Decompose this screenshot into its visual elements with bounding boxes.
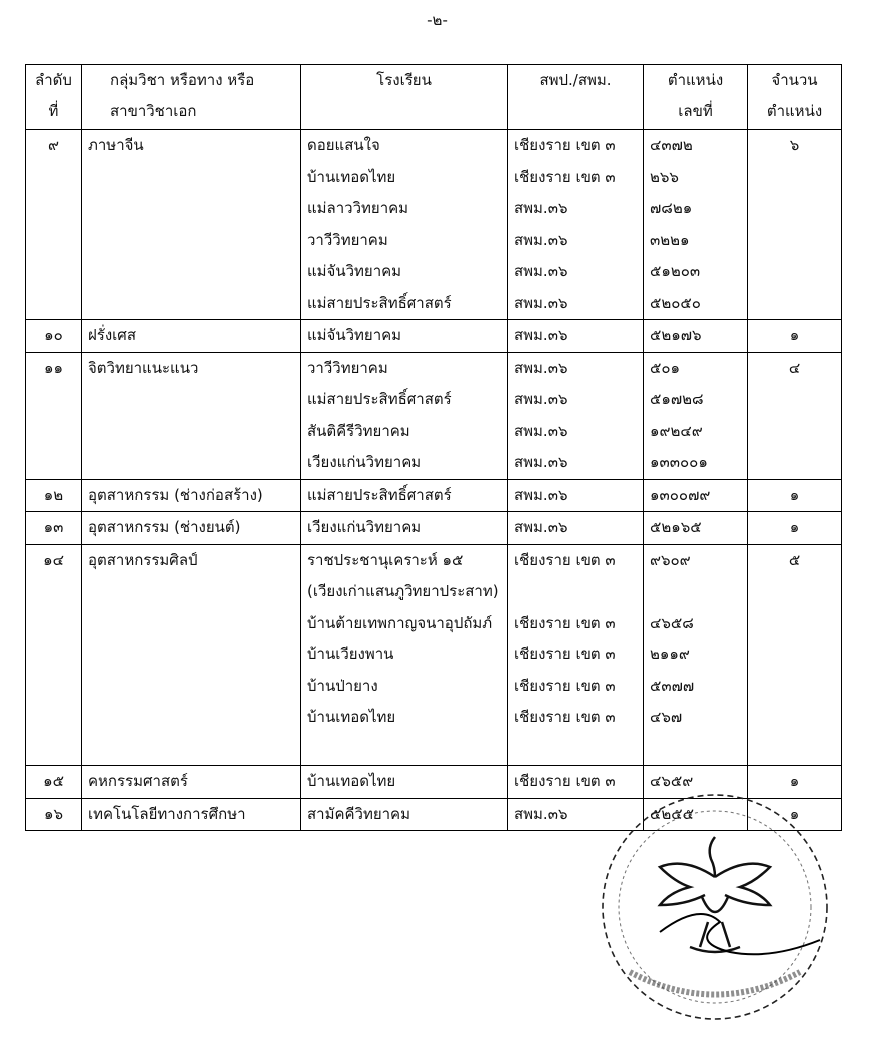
- position-cell: [644, 544, 748, 766]
- office-name: สพม.๓๖: [514, 199, 568, 217]
- position-number: [650, 734, 741, 766]
- office-name: เชียงราย เขต ๓: [514, 613, 616, 632]
- position-number: ๕๒๕๕: [650, 804, 694, 823]
- school-cell: [301, 798, 508, 831]
- table-row: [26, 479, 842, 512]
- office-name: [514, 576, 637, 608]
- office-cell: [508, 130, 644, 320]
- position-number: ๕๒๐๕๐: [650, 293, 701, 312]
- row-number: ๑๐: [26, 320, 82, 353]
- official-seal-stamp: [590, 782, 840, 1032]
- office-name: เชียงราย เขต ๓: [514, 676, 616, 695]
- count-cell: ๑: [748, 320, 842, 353]
- school-cell: [301, 352, 508, 479]
- header-subject: กลุ่มวิชา หรือทาง หรือ สาขาวิชาเอก: [82, 65, 301, 130]
- office-name: สพม.๓๖: [514, 804, 568, 823]
- office-name: สพม.๓๖: [514, 230, 568, 249]
- office-name: สพม.๓๖: [514, 453, 568, 471]
- garuda-emblem-icon: [660, 837, 770, 952]
- office-name: สพม.๓๖: [514, 293, 568, 312]
- positions-table: [25, 64, 842, 831]
- row-number: ๑๒: [26, 479, 82, 512]
- count-cell: ๕: [748, 544, 842, 766]
- position-number: ๔๖๗: [650, 708, 683, 726]
- school-name: แม่ลาววิทยาคม: [307, 199, 409, 217]
- position-number: ๕๑๒๐๓: [650, 262, 701, 280]
- office-name: [514, 734, 637, 766]
- office-name: เชียงราย เขต ๓: [514, 167, 616, 186]
- school-name: บ้านเวียงพาน: [307, 645, 394, 663]
- school-name: สันติคีรีวิทยาคม: [307, 421, 410, 440]
- subject-cell: คหกรรมศาสตร์: [82, 766, 301, 799]
- position-cell: [644, 352, 748, 479]
- office-name: เชียงราย เขต ๓: [514, 708, 616, 726]
- school-name: แม่สายประสิทธิ์ศาสตร์: [307, 485, 452, 504]
- office-name: สพม.๓๖: [514, 390, 568, 408]
- school-name: ราชประชานุเคราะห์ ๑๕: [307, 550, 464, 569]
- school-name: บ้านเทอดไทย: [307, 167, 396, 186]
- table-row: [26, 352, 842, 479]
- position-number: ๕๓๗๗: [650, 676, 695, 695]
- subject-cell: อุตสาหกรรม (ช่างก่อสร้าง): [82, 479, 301, 512]
- row-number: ๑๕: [26, 766, 82, 799]
- office-cell: [508, 544, 644, 766]
- office-name: สพม.๓๖: [514, 358, 568, 377]
- school-name: บ้านต้ายเทพกาญจนาอุปถัมภ์: [307, 613, 493, 632]
- row-number: ๑๓: [26, 512, 82, 545]
- position-number: ๙๖๐๙: [650, 550, 691, 569]
- office-name: เชียงราย เขต ๓: [514, 550, 616, 569]
- school-name: เวียงแก่นวิทยาคม: [307, 453, 422, 471]
- position-number: ๕๒๑๖๕: [650, 518, 702, 536]
- table-row: [26, 320, 842, 353]
- position-number: ๔๖๕๘: [650, 613, 694, 632]
- position-cell: [644, 479, 748, 512]
- count-cell: ๔: [748, 352, 842, 479]
- header-school: โรงเรียน: [301, 65, 508, 130]
- school-name: แม่จันวิทยาคม: [307, 326, 402, 344]
- position-number: ๔๓๗๒: [650, 136, 693, 154]
- position-number: ๒๖๖: [650, 167, 679, 186]
- position-number: [650, 576, 741, 608]
- office-cell: [508, 479, 644, 512]
- position-number: ๕๐๑: [650, 358, 681, 377]
- school-cell: [301, 544, 508, 766]
- page-number: -๒-: [427, 11, 448, 29]
- row-number: ๑๔: [26, 544, 82, 766]
- school-name: แม่สายประสิทธิ์ศาสตร์: [307, 293, 452, 312]
- school-name: บ้านเทอดไทย: [307, 772, 396, 790]
- position-cell: [644, 512, 748, 545]
- school-name: [307, 734, 501, 766]
- subject-cell: เทคโนโลยีทางการศึกษา: [82, 798, 301, 831]
- position-cell: [644, 320, 748, 353]
- school-name: สามัคคีวิทยาคม: [307, 804, 410, 823]
- position-number: ๑๓๓๐๐๑: [650, 453, 708, 471]
- table-row: [26, 130, 842, 320]
- office-name: สพม.๓๖: [514, 518, 568, 536]
- table-row: [26, 512, 842, 545]
- school-name: แม่จันวิทยาคม: [307, 262, 402, 280]
- count-cell: ๑: [748, 798, 842, 831]
- school-cell: [301, 320, 508, 353]
- subject-cell: ภาษาจีน: [82, 130, 301, 320]
- table-row: [26, 544, 842, 766]
- office-name: เชียงราย เขต ๓: [514, 136, 616, 154]
- count-cell: ๖: [748, 130, 842, 320]
- office-name: สพม.๓๖: [514, 262, 568, 280]
- position-number: ๕๑๗๒๘: [650, 390, 704, 408]
- count-cell: ๑: [748, 766, 842, 799]
- subject-cell: อุตสาหกรรมศิลป์: [82, 544, 301, 766]
- school-cell: [301, 766, 508, 799]
- position-number: ๔๖๕๙: [650, 772, 694, 790]
- position-number: ๑๙๒๔๙: [650, 421, 703, 440]
- header-office: สพป./สพม.: [508, 65, 644, 130]
- school-name: (เวียงเก่าแสนภูวิทยาประสาท): [307, 582, 499, 600]
- school-name: ดอยแสนใจ: [307, 136, 380, 154]
- school-name: บ้านป่ายาง: [307, 676, 378, 695]
- position-cell: [644, 130, 748, 320]
- office-name: สพม.๓๖: [514, 421, 568, 440]
- office-name: สพม.๓๖: [514, 485, 568, 504]
- school-name: บ้านเทอดไทย: [307, 708, 396, 726]
- school-cell: [301, 479, 508, 512]
- header-no: ลำดับ ที่: [26, 65, 82, 130]
- subject-cell: จิตวิทยาแนะแนว: [82, 352, 301, 479]
- office-name: เชียงราย เขต ๓: [514, 772, 616, 790]
- school-name: วาวีวิทยาคม: [307, 230, 388, 249]
- office-cell: [508, 512, 644, 545]
- header-row: [26, 65, 842, 130]
- count-cell: ๑: [748, 512, 842, 545]
- school-cell: [301, 512, 508, 545]
- position-number: ๗๘๒๑: [650, 199, 693, 217]
- row-number: ๑๖: [26, 798, 82, 831]
- header-count: จำนวน ตำแหน่ง: [748, 65, 842, 130]
- row-number: ๑๑: [26, 352, 82, 479]
- office-name: สพม.๓๖: [514, 326, 568, 344]
- school-name: เวียงแก่นวิทยาคม: [307, 518, 422, 536]
- position-number: ๑๓๐๐๗๙: [650, 485, 711, 504]
- school-name: วาวีวิทยาคม: [307, 358, 388, 377]
- subject-cell: อุตสาหกรรม (ช่างยนต์): [82, 512, 301, 545]
- school-name: แม่สายประสิทธิ์ศาสตร์: [307, 390, 452, 408]
- office-cell: [508, 320, 644, 353]
- subject-cell: ฝรั่งเศส: [82, 320, 301, 353]
- position-number: ๓๒๒๑: [650, 230, 690, 249]
- count-cell: ๑: [748, 479, 842, 512]
- office-name: เชียงราย เขต ๓: [514, 645, 616, 663]
- position-number: ๕๒๑๗๖: [650, 326, 702, 344]
- position-number: ๒๑๑๙: [650, 645, 690, 663]
- school-cell: [301, 130, 508, 320]
- office-cell: [508, 352, 644, 479]
- header-position: ตำแหน่ง เลขที่: [644, 65, 748, 130]
- row-number: ๙: [26, 130, 82, 320]
